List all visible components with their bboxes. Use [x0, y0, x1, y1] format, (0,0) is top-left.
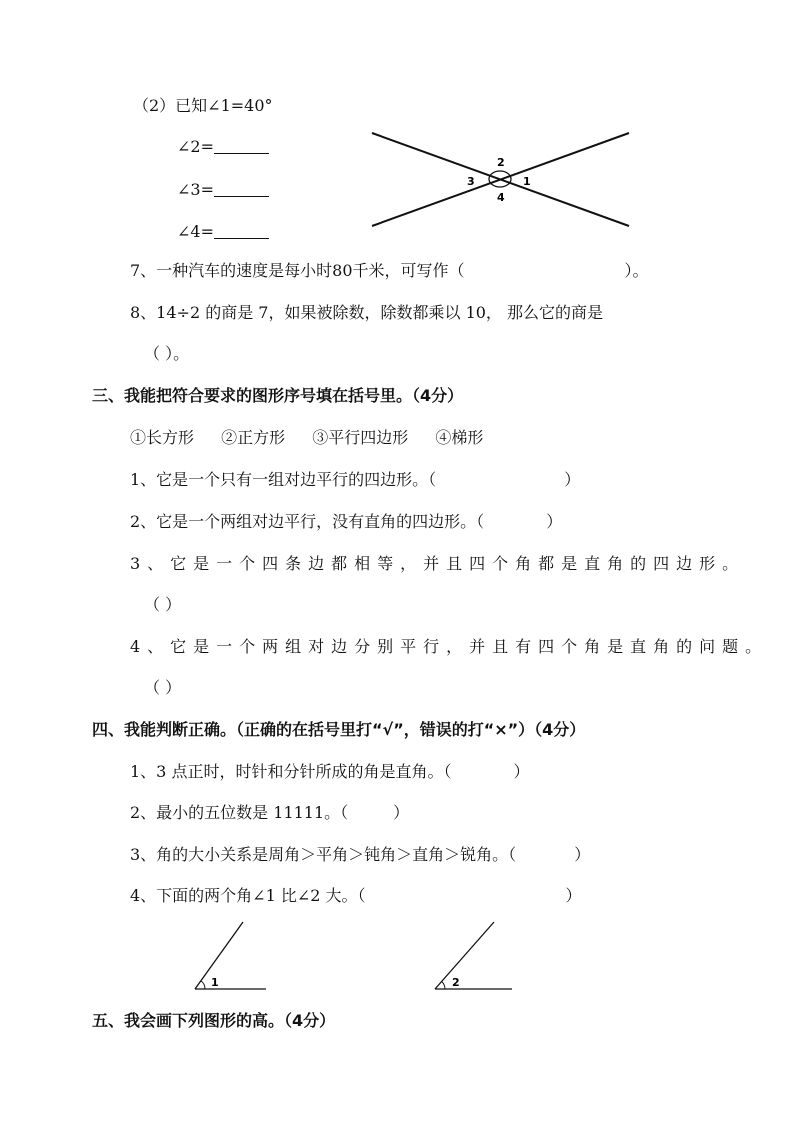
option-square: ②正方形	[221, 428, 286, 447]
s3-q3: 3、它是一个四条边都相等，并且四个角都是直角的四边形。	[130, 554, 746, 573]
angle4-label: ∠4=	[177, 222, 214, 241]
angle-1-figure	[195, 922, 266, 989]
angle-2-label: 2	[452, 976, 460, 989]
angle3-label: ∠3=	[177, 180, 214, 199]
s3-q1-close: ）	[564, 470, 581, 489]
s4-q4-close: ）	[565, 886, 582, 905]
q2-intro: （2）已知∠1=40°	[133, 96, 273, 115]
option-trapezoid: ④梯形	[435, 428, 484, 447]
q7-text: 7、一种汽车的速度是每小时80千米，可写作（	[130, 261, 465, 280]
s3-q2-text: 2、它是一个两组对边平行，没有直角的四边形。（	[130, 512, 485, 531]
s4-q1-text: 1、3 点正时，时针和分针所成的角是直角。（	[130, 762, 452, 781]
section4-title: 四、我能判断正确。（正确的在括号里打“√”，错误的打“×”）（4分）	[92, 720, 586, 739]
q8: 8、14÷2 的商是 7，如果被除数，除数都乘以 10， 那么它的商是	[130, 303, 604, 322]
s3-q4-answer-blank[interactable]: （ ）	[144, 678, 182, 697]
s4-q2-text: 2、最小的五位数是 11111。（	[130, 803, 349, 822]
s4-q3-close: ）	[574, 845, 591, 864]
angle-label-3: 3	[467, 175, 475, 188]
angle-label-1: 1	[523, 175, 531, 188]
q7-close: ）。	[624, 261, 649, 280]
angle2-label: ∠2=	[177, 137, 214, 156]
s3-q3-answer-blank[interactable]: （ ）	[144, 595, 182, 614]
option-parallelogram: ③平行四边形	[312, 428, 409, 447]
q8-answer-blank[interactable]: （ ）。	[144, 344, 190, 363]
s4-q1-close: ）	[513, 762, 530, 781]
option-rectangle: ①长方形	[130, 428, 195, 447]
s3-q4: 4、它是一个两组对边分别平行，并且有四个角是直角的问题。	[130, 637, 769, 656]
angle-2-figure	[435, 922, 512, 989]
angle-label-4: 4	[497, 191, 505, 204]
s3-q1-text: 1、它是一个只有一组对边平行的四边形。（	[130, 470, 437, 489]
s4-q4-text: 4、下面的两个角∠1 比∠2 大。（	[130, 886, 366, 905]
angle-1-label: 1	[211, 976, 219, 989]
s4-q3-text: 3、角的大小关系是周角＞平角＞钝角＞直角＞锐角。（	[130, 845, 517, 864]
s4-q2-close: ）	[393, 803, 410, 822]
section3-title: 三、我能把符合要求的图形序号填在括号里。（4分）	[92, 386, 464, 405]
angle-label-2: 2	[497, 156, 505, 169]
section5-title: 五、我会画下列图形的高。（4分）	[92, 1011, 336, 1030]
s3-q2-close: ）	[546, 512, 563, 531]
